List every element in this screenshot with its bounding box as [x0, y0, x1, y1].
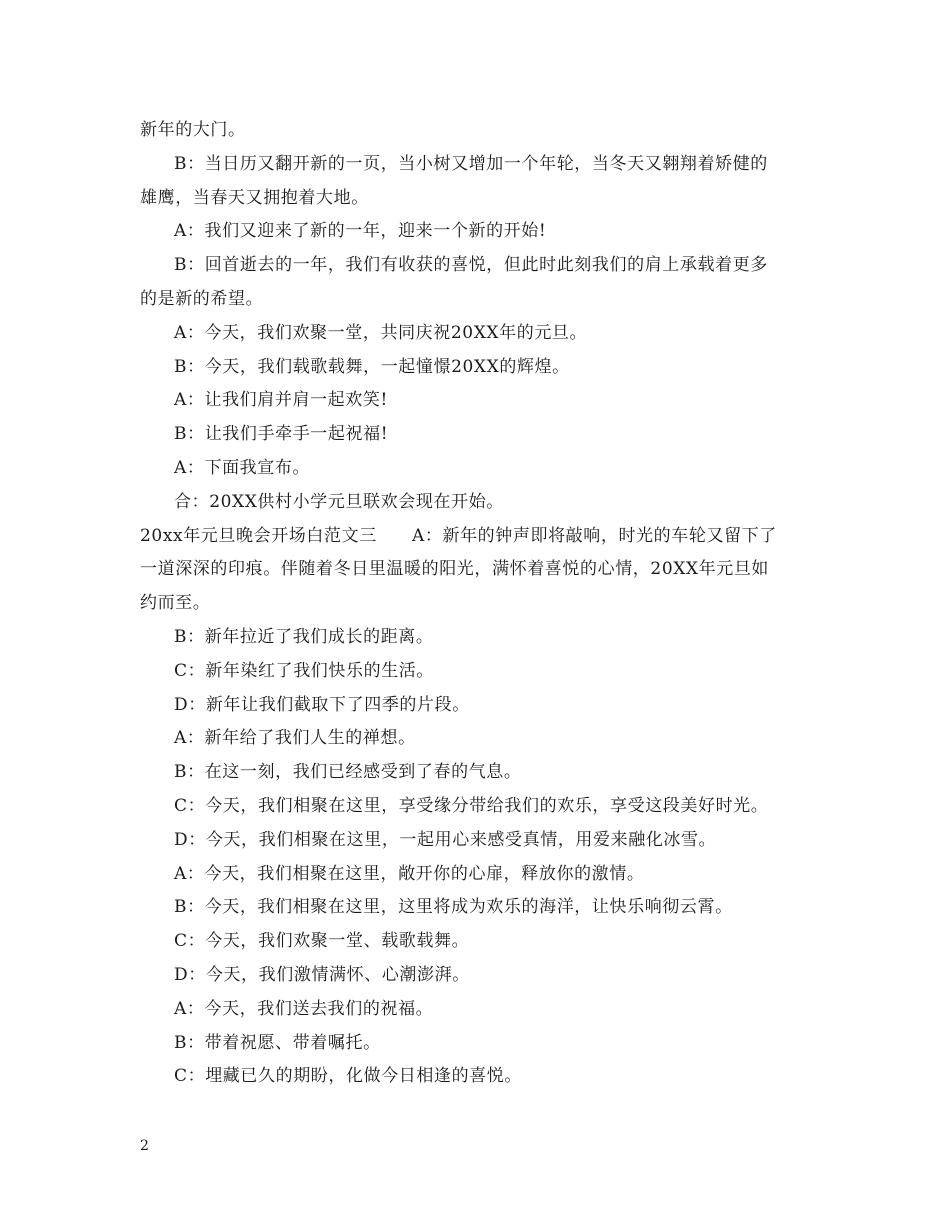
- text-line: B：当日历又翻开新的一页，当小树又增加一个年轮，当冬天又翱翔着矫健的: [174, 153, 768, 174]
- text-line: C：今天，我们欢聚一堂、载歌载舞。: [174, 931, 470, 952]
- text-line: 新年的大门。: [140, 120, 246, 140]
- text-line: A：让我们肩并肩一起欢笑!: [174, 390, 388, 411]
- text-line: B：今天，我们相聚在这里，这里将成为欢乐的海洋，让快乐响彻云霄。: [174, 897, 733, 918]
- text-line: 合：20XX供村小学元旦联欢会现在开始。: [174, 491, 504, 512]
- text-line: D：新年让我们截取下了四季的片段。: [174, 694, 470, 715]
- text-line: 约而至。: [140, 593, 211, 614]
- text-line: B：新年拉近了我们成长的距离。: [174, 626, 434, 647]
- text-line: B：回首逝去的一年，我们有收获的喜悦，但此时此刻我们的肩上承载着更多: [174, 255, 768, 276]
- text-line: B：让我们手牵手一起祝福!: [174, 424, 389, 445]
- text-line: A：今天，我们欢聚一堂，共同庆祝20XX年的元旦。: [174, 322, 588, 343]
- text-line: A：今天，我们送去我们的祝福。: [174, 998, 434, 1019]
- text-line: A：新年给了我们人生的禅想。: [174, 728, 416, 749]
- text-line: 20xx年元旦晚会开场白范文三 A：新年的钟声即将敲响，时光的车轮又留下了: [140, 525, 777, 546]
- text-line: A：下面我宣布。: [174, 457, 311, 478]
- page-number: 2: [140, 1138, 149, 1154]
- text-line: C：今天，我们相聚在这里，享受缘分带给我们的欢乐，享受这段美好时光。: [174, 795, 769, 816]
- text-line: D：今天，我们相聚在这里，一起用心来感受真情，用爱来融化冰雪。: [174, 829, 717, 850]
- text-line: B：今天，我们载歌载舞，一起憧憬20XX的辉煌。: [174, 356, 570, 377]
- text-line: C：埋藏已久的期盼，化做今日相逢的喜悦。: [174, 1066, 523, 1087]
- text-line: D：今天，我们激情满怀、心潮澎湃。: [174, 964, 470, 985]
- text-line: 的是新的希望。: [140, 288, 264, 309]
- text-line: 雄鹰，当春天又拥抱着大地。: [140, 187, 369, 208]
- text-line: A：我们又迎来了新的一年，迎来一个新的开始!: [174, 221, 547, 242]
- text-line: B：在这一刻，我们已经感受到了春的气息。: [174, 762, 522, 783]
- text-line: C：新年染红了我们快乐的生活。: [174, 660, 435, 681]
- text-line: A：今天，我们相聚在这里，敞开你的心扉，释放你的激情。: [174, 863, 645, 884]
- document-body: [140, 114, 812, 1094]
- text-line: 一道深深的印痕。伴随着冬日里温暖的阳光，满怀着喜悦的心情，20XX年元旦如: [140, 559, 770, 580]
- text-line: B：带着祝愿、带着嘱托。: [174, 1032, 381, 1053]
